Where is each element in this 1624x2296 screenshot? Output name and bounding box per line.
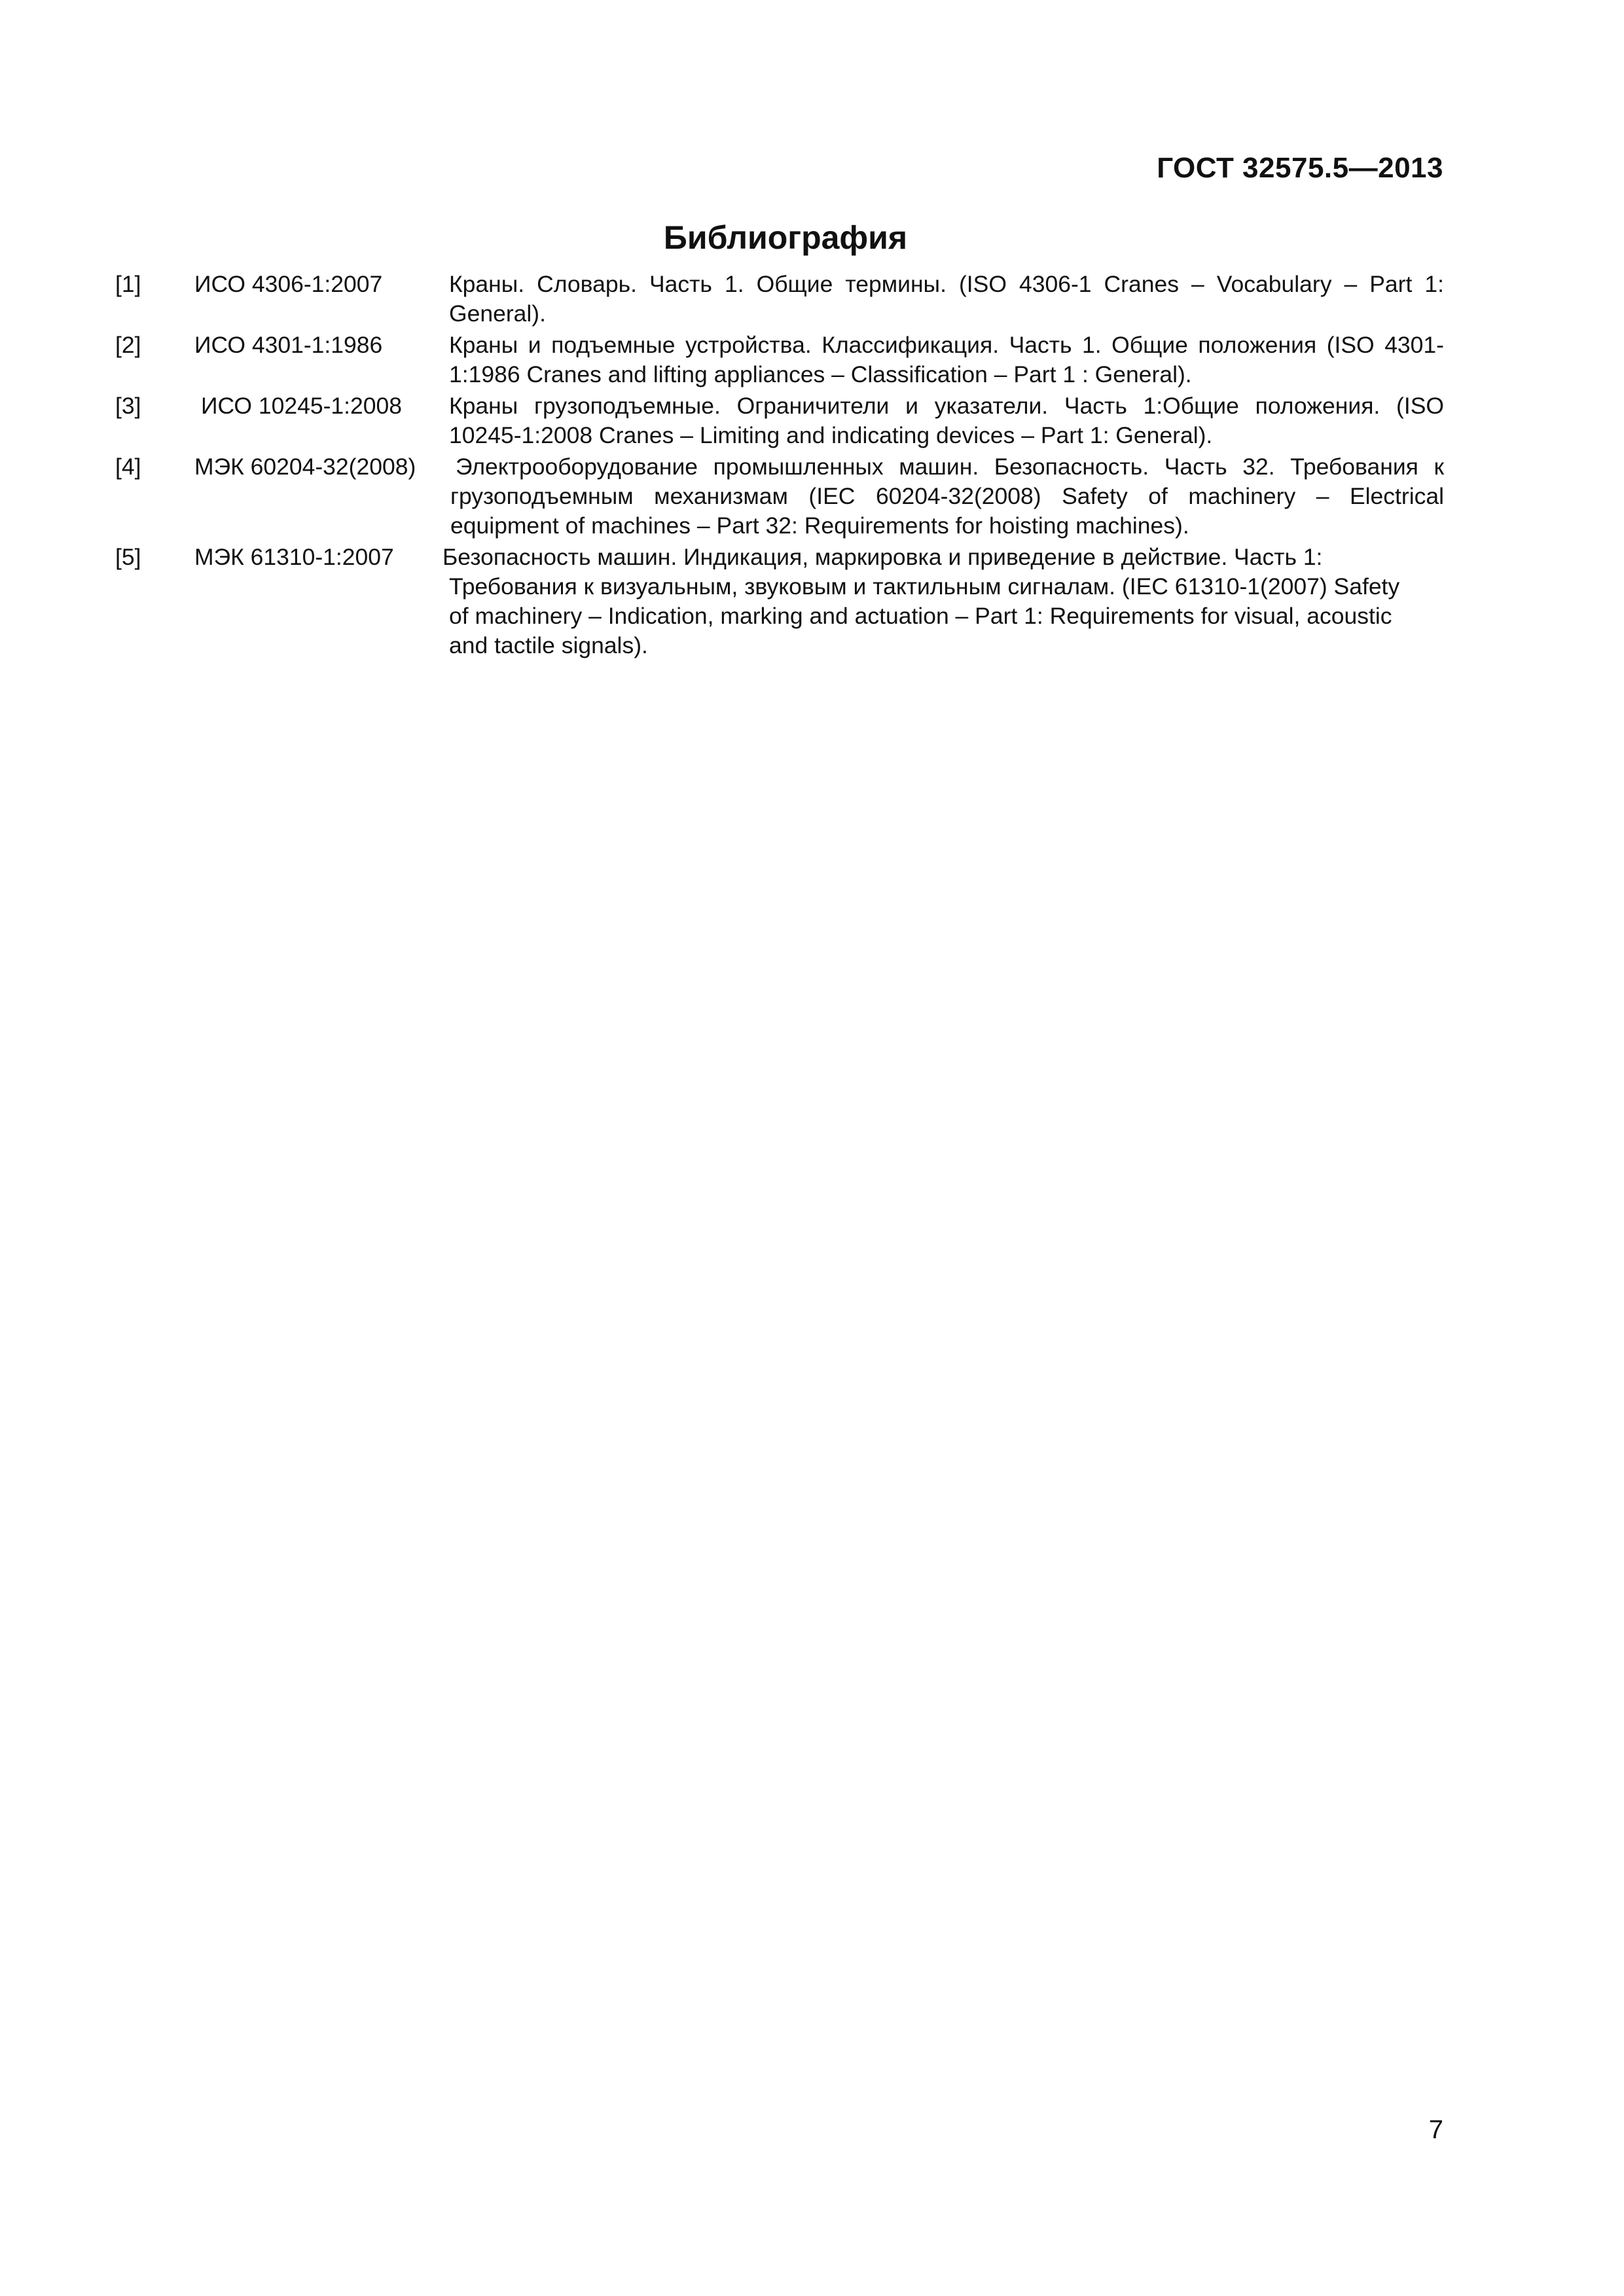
entry-number: [1] (115, 271, 141, 297)
entry-number: [4] (115, 454, 141, 480)
entry-description: Краны и подъемные устройства. Классификация. Часть 1. Общие положения (ISO 4301-1:1986 Cranes and lifting appliances – Classification – Part 1 : General). (449, 332, 1444, 387)
entry-description: Краны грузоподъемные. Ограничители и указатели. Часть 1:Общие положения. (ISO 10245-1:2008 Cranes – Limiting and indicating devices – Part 1: General). (449, 393, 1444, 448)
bibliography-entry-4 (115, 452, 1444, 541)
entry-description: Краны. Словарь. Часть 1. Общие термины. (ISO 4306-1 Cranes – Vocabulary – Part 1: General). (449, 271, 1444, 327)
page-number: 7 (1428, 2115, 1443, 2144)
entry-standard-code: ИСО 10245-1:2008 (201, 393, 402, 419)
entry-standard-code: МЭК 61310-1:2007 (194, 544, 394, 570)
bibliography-entry-1 (115, 270, 1444, 329)
entry-standard-code: ИСО 4306-1:2007 (194, 271, 383, 297)
entry-number: [2] (115, 332, 141, 358)
entry-number: [5] (115, 544, 141, 570)
bibliography-list (115, 270, 1444, 662)
entry-description: Безопасность машин. Индикация, маркировка и приведение в действие. Часть 1: Требования к визуальным, звуковым и тактильным сигналам. (IEC 61310-1(2007) Safety of machinery – Indication, marking and actuation – Part 1: Requirements for visual, acoustic and tactile signals). (442, 544, 1400, 658)
entry-description: Электрооборудование промышленных машин. Безопасность. Часть 32. Требования к грузоподъемным механизмам (IEC 60204-32(2008) Safety of machinery – Electrical equipment of machines – Part 32: Requirements for hoisting machines). (450, 454, 1444, 539)
bibliography-heading: Библиография (663, 219, 908, 256)
bibliography-entry-3 (115, 391, 1444, 450)
bibliography-entry-2 (115, 331, 1444, 389)
bibliography-entry-5 (115, 543, 1444, 660)
entry-number: [3] (115, 393, 141, 419)
standard-designation: ГОСТ 32575.5—2013 (1157, 152, 1443, 184)
entry-standard-code: МЭК 60204-32(2008) (194, 454, 416, 480)
entry-standard-code: ИСО 4301-1:1986 (194, 332, 383, 358)
